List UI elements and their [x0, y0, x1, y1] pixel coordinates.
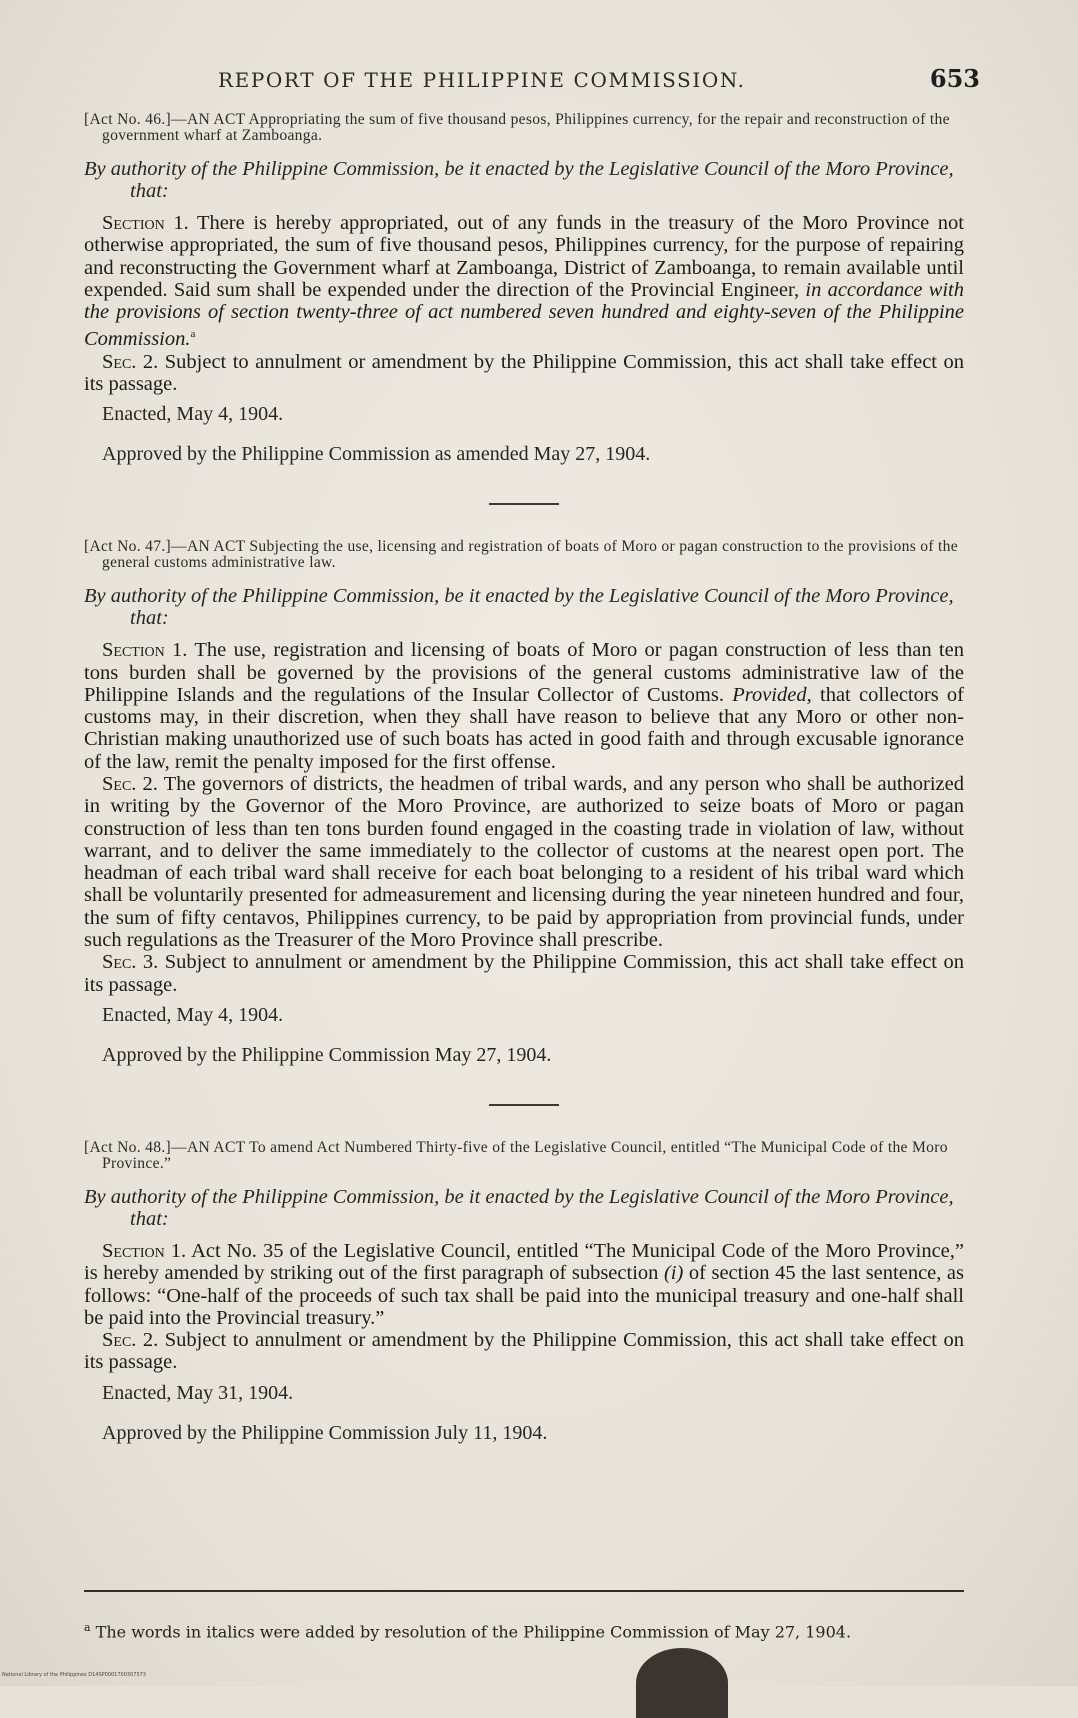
- section-text: The governors of districts, the headmen of tribal wards, and any person who shall be authorized in writing by the Governor of the Moro Province, are authorized to seize boats of Moro or pagan construction of less than ten tons burden found engaged in the coasting trade in violation of law, without warrant, and to deliver the same immediately to the collector of customs at the nearest open port. The headman of each tribal ward shall receive for each boat belonging to a resident of his tribal ward which shall be voluntarily presented for admeasurement and licensing during the year nineteen hundred and four, the sum of fifty centavos, Philippines currency, to be paid by appropriation from provincial funds, under such regulations as the Treasurer of the Moro Province shall prescribe.: [84, 772, 964, 952]
- section-text: There is hereby appropriated, out of any funds in the treasury of the Moro Province not otherwise appropriated, the sum of five thousand pesos, Philippines currency, for the purpose of repairing and reconstructing the Government wharf at Zamboanga, District of Zamboanga, to remain available until expended. Said sum shall be expended under the direction of the Provincial Engineer,: [84, 212, 964, 301]
- section-label: Sec. 3.: [102, 951, 159, 974]
- enacting-clause: By authority of the Philippine Commission, be it enacted by the Legislative Council of the Moro Province, that:: [84, 585, 954, 630]
- act-48: [84, 1140, 964, 1444]
- section-italic-text: Provided,: [732, 683, 812, 706]
- footnote-marker: a: [84, 1621, 91, 1634]
- act-47: [84, 539, 964, 1066]
- running-head: [150, 64, 980, 98]
- act-heading: [Act No. 47.]—AN ACT Subjecting the use, licensing and registration of boats of Moro or pagan construction to the provisions of the general customs administrative law.: [84, 538, 958, 572]
- section-1: [84, 639, 964, 773]
- section-1: [84, 212, 964, 351]
- page-body: [84, 112, 964, 1444]
- enacting-clause: By authority of the Philippine Commission, be it enacted by the Legislative Council of the Moro Province, that:: [84, 158, 954, 202]
- enacted-date: Enacted, May 31, 1904.: [102, 1381, 294, 1404]
- section-text: Subject to annulment or amendment by the Philippine Commission, this act shall take effect on its passage.: [84, 951, 964, 996]
- section-label: Sec. 2.: [102, 1329, 159, 1352]
- section-2: [84, 773, 964, 951]
- running-title: REPORT OF THE PHILIPPINE COMMISSION.: [218, 68, 746, 92]
- approval-line: Approved by the Philippine Commission May 27, 1904.: [102, 1043, 552, 1066]
- section-divider: [489, 503, 559, 505]
- section-2: [84, 1329, 964, 1374]
- footnote: [84, 1620, 964, 1640]
- section-text: Act No. 35 of the Legislative Council, entitled “The Municipal Code of the Moro Province,” is hereby amended by striking out of the first paragraph of subsection: [84, 1239, 964, 1285]
- section-text-continued: that collectors of customs may, in their discretion, when they shall have reason to believe that any Moro or other non-Christian making unauthorized use of such boats has acted in good faith and through excusable ignorance of the law, remit the penalty imposed for the first offense.: [84, 683, 965, 773]
- section-divider: [489, 1104, 559, 1106]
- approval-line: Approved by the Philippine Commission as amended May 27, 1904.: [102, 443, 651, 466]
- section-label: Sec. 2.: [102, 350, 159, 373]
- footnote-rule: [84, 1590, 964, 1592]
- act-heading: [Act No. 46.]—AN ACT Appropriating the sum of five thousand pesos, Philippines currency, for the repair and reconstruction of the government wharf at Zamboanga.: [84, 111, 950, 144]
- section-label: Section 1.: [102, 1239, 187, 1262]
- enacted-date: Enacted, May 4, 1904.: [102, 403, 284, 426]
- section-label: Sec. 2.: [102, 772, 158, 795]
- footnote-marker: a: [190, 328, 196, 341]
- footnote-text: The words in italics were added by resolution of the Philippine Commission of May 27, 1904.: [95, 1622, 852, 1642]
- act-46: [84, 112, 964, 465]
- section-text: Subject to annulment or amendment by the Philippine Commission, this act shall take effect on its passage.: [84, 350, 964, 395]
- section-text: The use, registration and licensing of boats of Moro or pagan construction of less than ten tons burden shall be governed by the provisions of the general customs administrative law of the Philippine Islands and the regulations of the Insular Collector of Customs.: [84, 639, 964, 706]
- approval-line: Approved by the Philippine Commission July 11, 1904.: [102, 1421, 548, 1444]
- scanner-thumb-shadow: [636, 1648, 728, 1718]
- section-text-continued: of section 45 the last sentence, as follows: “One-half of the proceeds of such tax shall be paid into the municipal treasury and one-half shall be paid into the Provincial treasury.”: [84, 1262, 965, 1329]
- section-label: Section 1.: [102, 212, 189, 234]
- section-1: [84, 1240, 964, 1329]
- section-label: Section 1.: [102, 639, 188, 662]
- section-2: [84, 351, 964, 396]
- scan-label: National Library of the Philippines D14SP0001700307573: [2, 1672, 146, 1678]
- section-3: [84, 951, 964, 996]
- act-heading: [Act No. 48.]—AN ACT To amend Act Numbered Thirty-five of the Legislative Council, entitled “The Municipal Code of the Moro Province.”: [84, 1138, 948, 1172]
- enacted-date: Enacted, May 4, 1904.: [102, 1003, 284, 1026]
- enacting-clause: By authority of the Philippine Commission, be it enacted by the Legislative Council of the Moro Province, that:: [84, 1185, 954, 1230]
- page-number: 653: [929, 64, 980, 93]
- section-text: Subject to annulment or amendment by the Philippine Commission, this act shall take effect on its passage.: [84, 1329, 964, 1374]
- section-italic-text: in accordance with the provisions of section twenty-three of act numbered seven hundred and eighty-seven of the Philippine Commission.: [84, 278, 965, 351]
- section-italic-text: (i): [663, 1262, 684, 1285]
